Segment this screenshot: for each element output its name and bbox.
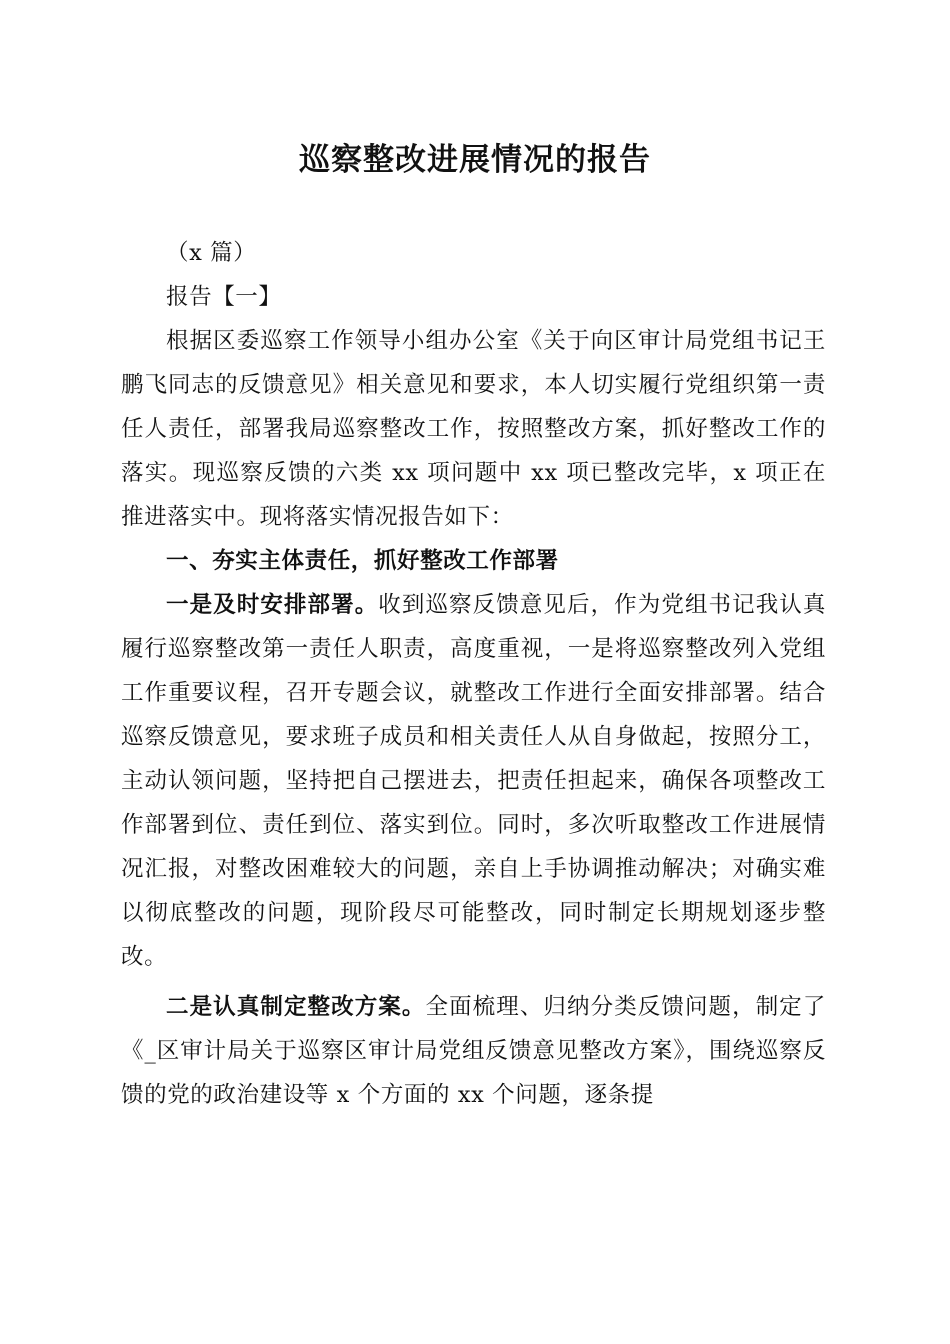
paragraph-1-body: 收到巡察反馈意见后，作为党组书记我认真履行巡察整改第一责任人职责，高度重视，一是将巡察整改列入党组工作重要议程，召开专题会议，就整改工作进行全面安排部署。结合巡察反馈意见，要求班子成员和相关责任人从自身做起，按照分工，主动认领问题，坚持把自己摆进去，把责任担起来，确保各项整改工作部署到位、责任到位、落实到位。同时，多次听取整改工作进展情况汇报，对整改困难较大的问题，亲自上手协调推动解决；对确实难以彻底整改的问题，现阶段尽可能整改，同时制定长期规划逐步整改。 (121, 592, 826, 970)
paragraph-1 (121, 583, 826, 979)
paragraph-1-lead: 一是及时安排部署。 (166, 592, 379, 618)
section-1-heading: 一、夯实主体责任，抓好整改工作部署 (166, 548, 559, 574)
document-title: 巡察整改进展情况的报告 (299, 142, 651, 178)
subtitle: （x 篇） (166, 240, 257, 266)
paragraph-2 (121, 985, 826, 1117)
report-label: 报告【一】 (166, 284, 282, 310)
paragraph-2-lead: 二是认真制定整改方案。 (166, 994, 426, 1020)
document-body (121, 231, 826, 1117)
intro-paragraph: 根据区委巡察工作领导小组办公室《关于向区审计局党组书记王鹏飞同志的反馈意见》相关意见和要求，本人切实履行党组织第一责任人责任，部署我局巡察整改工作，按照整改方案，抓好整改工作的落实。现巡察反馈的六类 xx 项问题中 xx 项已整改完毕，x 项正在推进落实中。现将落实情况报告如下： (121, 328, 826, 530)
paragraph-2-body: 全面梳理、归纳分类反馈问题，制定了《_区审计局关于巡察区审计局党组反馈意见整改方案》，围绕巡察反馈的党的政治建设等 x 个方面的 xx 个问题，逐条提 (121, 994, 826, 1108)
